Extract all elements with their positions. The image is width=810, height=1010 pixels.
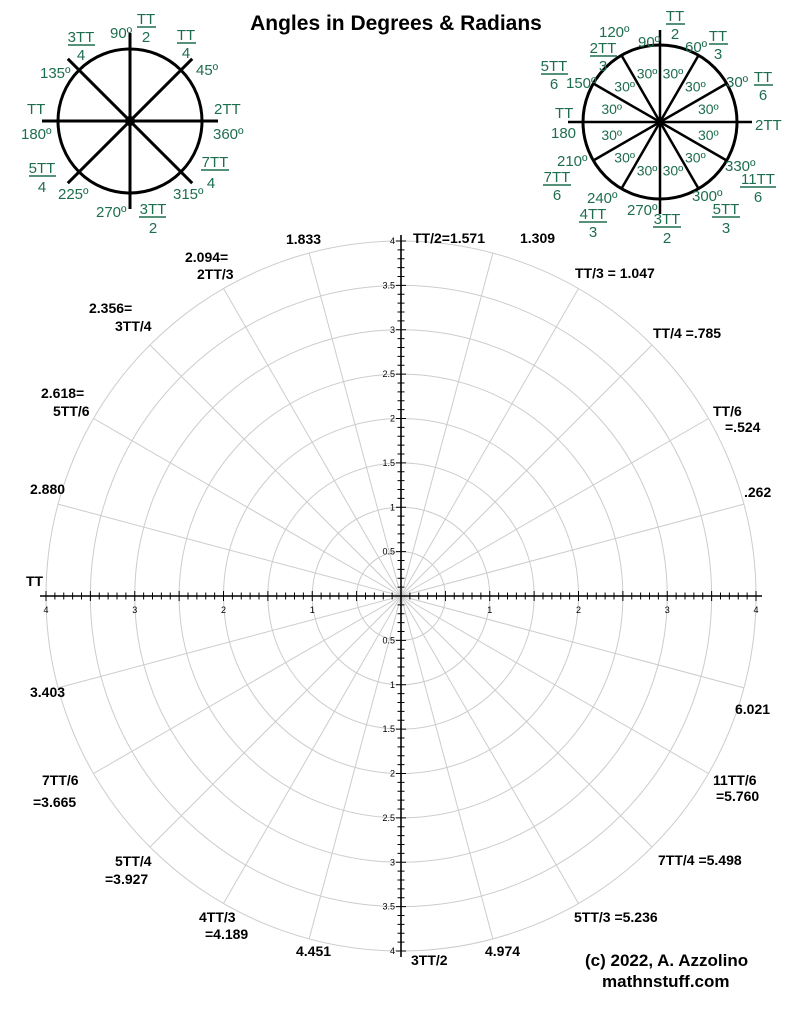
fraction-2pi-over-3 xyxy=(590,40,617,75)
label-5pi-over-6: 5TT/6 xyxy=(53,403,90,419)
denominator: 4 xyxy=(37,179,47,196)
grid-spoke xyxy=(401,504,744,596)
label-3-927: =3.927 xyxy=(105,871,149,887)
inner-30-degree-label: 30º xyxy=(662,65,684,82)
axis-tick-label: 2 xyxy=(575,605,582,615)
numerator: 4TT xyxy=(579,206,607,223)
numerator: 7TT xyxy=(201,154,229,171)
axis-tick-label: 1 xyxy=(309,605,315,615)
label-pi-right: TT xyxy=(555,105,574,122)
inner-30-degree-label: 30º xyxy=(636,162,658,179)
fraction-3pi-over-2-left xyxy=(139,201,166,237)
fraction-3pi-over-4 xyxy=(68,29,95,64)
label-5pi-over-4: 5TT/4 xyxy=(115,853,152,869)
label-300-deg: 300º xyxy=(692,188,723,205)
axis-tick-label: 3 xyxy=(389,857,395,868)
label-11pi-over-6: 11TT/6 xyxy=(713,772,757,788)
label-0-524: =.524 xyxy=(725,419,761,435)
axis-tick-label: 2 xyxy=(389,768,395,779)
fraction-5pi-over-3 xyxy=(712,201,740,237)
label-7pi-over-6: 7TT/6 xyxy=(42,772,79,788)
inner-30-degree-label: 30º xyxy=(636,65,658,82)
label-1-833: 1.833 xyxy=(286,231,322,247)
label-2-356: 2.356= xyxy=(89,300,133,316)
grid-spoke xyxy=(401,596,582,903)
numerator: 5TT xyxy=(540,58,568,75)
axis-tick-label: 0.5 xyxy=(382,635,395,646)
axis-tick-label: 4 xyxy=(753,605,759,615)
label-150-deg: 150º xyxy=(566,75,597,92)
numerator: TT xyxy=(665,8,685,25)
copyright-credit: (c) 2022, A. Azzolino xyxy=(585,951,749,970)
axis-tick-label: 3 xyxy=(664,605,670,615)
label-5pi-over-3: 5TT/3 =5.236 xyxy=(574,909,658,925)
inner-30-degree-label: 30º xyxy=(601,101,623,118)
grid-spoke xyxy=(401,596,493,939)
label-1-309: 1.309 xyxy=(520,230,556,246)
numerator: 5TT xyxy=(28,160,56,177)
grid-spoke xyxy=(94,419,401,597)
fraction-pi-over-6 xyxy=(754,69,773,104)
numerator: TT xyxy=(753,69,773,86)
denominator: 6 xyxy=(753,189,763,206)
numerator: 7TT xyxy=(543,169,571,186)
label-3pi-over-4: 3TT/4 xyxy=(115,318,152,334)
grid-spoke xyxy=(150,345,401,596)
inner-30-degree-label: 30º xyxy=(685,78,706,95)
unit-circle-45-degrees xyxy=(21,11,244,237)
fraction-7pi-over-4 xyxy=(201,154,229,192)
inner-30-degree-label: 30º xyxy=(697,101,719,118)
label-3pi-over-2: 3TT/2 xyxy=(411,952,448,968)
label-330-deg: 330º xyxy=(725,158,756,175)
fraction-pi-over-2-left xyxy=(137,11,156,46)
center-dot xyxy=(656,118,664,126)
label-135-deg: 135º xyxy=(40,65,71,82)
label-180-deg-right: 180 xyxy=(551,125,577,142)
denominator: 4 xyxy=(206,175,216,192)
fraction-pi-over-4-left xyxy=(177,27,196,62)
axis-tick-label: 0.5 xyxy=(382,546,395,557)
denominator: 2 xyxy=(148,220,158,237)
label-180-deg: 180º xyxy=(21,126,52,143)
grid-spoke xyxy=(401,596,744,688)
label-6-021: 6.021 xyxy=(735,701,771,717)
label-90-deg: 90º xyxy=(110,25,133,42)
page-title: Angles in Degrees & Radians xyxy=(250,12,542,35)
axis-tick-label: 3.5 xyxy=(382,280,395,291)
fraction-pi-over-2-right xyxy=(666,8,685,43)
denominator: 2 xyxy=(662,230,672,247)
unit-circle-45-shape xyxy=(42,33,218,209)
axis-tick-label: 4 xyxy=(43,605,49,615)
denominator: 3 xyxy=(598,58,608,75)
fraction-7pi-over-6 xyxy=(543,169,571,204)
grid-spoke xyxy=(224,289,402,596)
grid-spoke xyxy=(94,596,401,774)
numerator: 3TT xyxy=(653,211,681,228)
grid-spoke xyxy=(309,253,401,596)
numerator: 11TT xyxy=(741,171,775,188)
label-pi: TT xyxy=(26,573,44,589)
grid-spoke xyxy=(401,253,493,596)
label-3-665: =3.665 xyxy=(33,794,77,810)
fraction-5pi-over-4 xyxy=(29,160,56,196)
label-30-deg: 30º xyxy=(726,74,749,91)
axis-tick-label: 2.5 xyxy=(382,812,395,823)
label-270-deg: 270º xyxy=(96,204,127,221)
label-315-deg: 315º xyxy=(173,186,204,203)
grid-spoke xyxy=(401,289,579,596)
numerator: 5TT xyxy=(712,201,740,218)
axis-tick-label: 3 xyxy=(132,605,138,615)
grid-spoke xyxy=(224,596,402,903)
denominator: 3 xyxy=(721,220,731,237)
inner-30-degree-label: 30º xyxy=(685,149,706,166)
denominator: 6 xyxy=(552,187,562,204)
label-225-deg: 225º xyxy=(58,186,89,203)
label-pi-over-3: TT/3 = 1.047 xyxy=(575,265,655,281)
grid-spoke xyxy=(401,419,708,597)
label-60-deg: 60º xyxy=(685,39,708,56)
inner-30-degree-label: 30º xyxy=(662,162,684,179)
label-pi-over-2: TT/2=1.571 xyxy=(413,230,485,246)
unit-circle-30-shape xyxy=(568,30,752,214)
label-0-262: .262 xyxy=(744,484,772,500)
axis-tick-label: 1 xyxy=(389,679,395,690)
label-90-deg-right: 90º xyxy=(638,34,661,51)
inner-30-degree-label: 30º xyxy=(614,78,635,95)
label-2pi-over-3: 2TT/3 xyxy=(197,266,234,282)
numerator: TT xyxy=(136,11,156,28)
label-45-deg: 45º xyxy=(196,62,219,79)
label-4-451: 4.451 xyxy=(296,943,332,959)
fraction-4pi-over-3 xyxy=(579,206,607,241)
fraction-3pi-over-2-right xyxy=(653,211,681,247)
label-pi-over-6: TT/6 xyxy=(713,403,742,419)
grid-spoke xyxy=(150,596,401,847)
grid-spoke xyxy=(401,596,652,847)
axis-tick-label: 2.5 xyxy=(382,369,395,380)
axis-tick-label: 4 xyxy=(389,946,395,956)
label-240-deg: 240º xyxy=(587,190,618,207)
denominator: 2 xyxy=(670,26,680,43)
axis-tick-label: 2 xyxy=(220,605,227,615)
grid-spoke xyxy=(58,596,401,688)
inner-30-degree-label: 30º xyxy=(614,149,635,166)
label-360-deg: 360º xyxy=(213,126,244,143)
label-4-189: =4.189 xyxy=(205,926,249,942)
label-5-760: =5.760 xyxy=(716,788,760,804)
label-2pi-left: 2TT xyxy=(214,101,241,118)
axis-tick-label: 2 xyxy=(389,413,395,424)
label-pi-left: TT xyxy=(27,101,46,118)
label-120-deg: 120º xyxy=(599,24,630,41)
numerator: 3TT xyxy=(67,29,95,46)
label-2pi-right: 2TT xyxy=(755,117,782,134)
denominator: 4 xyxy=(76,47,86,64)
axis-tick-label: 3 xyxy=(389,324,395,335)
inner-30-degree-label: 30º xyxy=(601,126,623,143)
label-4pi-over-3: 4TT/3 xyxy=(199,909,236,925)
axis-tick-label: 4 xyxy=(389,236,395,246)
fraction-5pi-over-6 xyxy=(541,58,568,93)
denominator: 3 xyxy=(588,224,598,241)
denominator: 6 xyxy=(758,87,768,104)
label-3-403: 3.403 xyxy=(30,684,66,700)
denominator: 2 xyxy=(141,29,151,46)
label-2-880: 2.880 xyxy=(30,481,66,497)
grid-spoke xyxy=(401,345,652,596)
label-7pi-over-4: 7TT/4 =5.498 xyxy=(658,852,742,868)
axis-tick-label: 1.5 xyxy=(382,457,395,468)
grid-spoke xyxy=(309,596,401,939)
fraction-pi-over-3 xyxy=(709,28,728,63)
axis-tick-label: 1 xyxy=(389,502,395,513)
grid-spoke xyxy=(401,596,708,774)
axis-tick-label: 1 xyxy=(487,605,493,615)
label-210-deg: 210º xyxy=(557,153,588,170)
axis-tick-label: 1.5 xyxy=(382,724,395,735)
website-credit: mathnstuff.com xyxy=(602,972,730,991)
unit-circle-30-degrees xyxy=(541,8,782,247)
label-pi-over-4: TT/4 =.785 xyxy=(653,325,722,341)
numerator: 2TT xyxy=(589,40,617,57)
label-4-974: 4.974 xyxy=(485,943,521,959)
numerator: 3TT xyxy=(139,201,167,218)
denominator: 6 xyxy=(549,76,559,93)
grid-spoke xyxy=(58,504,401,596)
denominator: 4 xyxy=(181,45,191,62)
denominator: 3 xyxy=(713,46,723,63)
center-dot xyxy=(125,116,135,126)
fraction-11pi-over-6 xyxy=(740,171,776,206)
label-2-618: 2.618= xyxy=(41,385,85,401)
numerator: TT xyxy=(176,27,196,44)
label-270-deg-right: 270º xyxy=(627,202,658,219)
numerator: TT xyxy=(708,28,728,45)
axis-tick-label: 3.5 xyxy=(382,901,395,912)
polar-grid xyxy=(40,235,762,957)
label-2-094: 2.094= xyxy=(185,249,229,265)
inner-30-degree-label: 30º xyxy=(697,126,719,143)
